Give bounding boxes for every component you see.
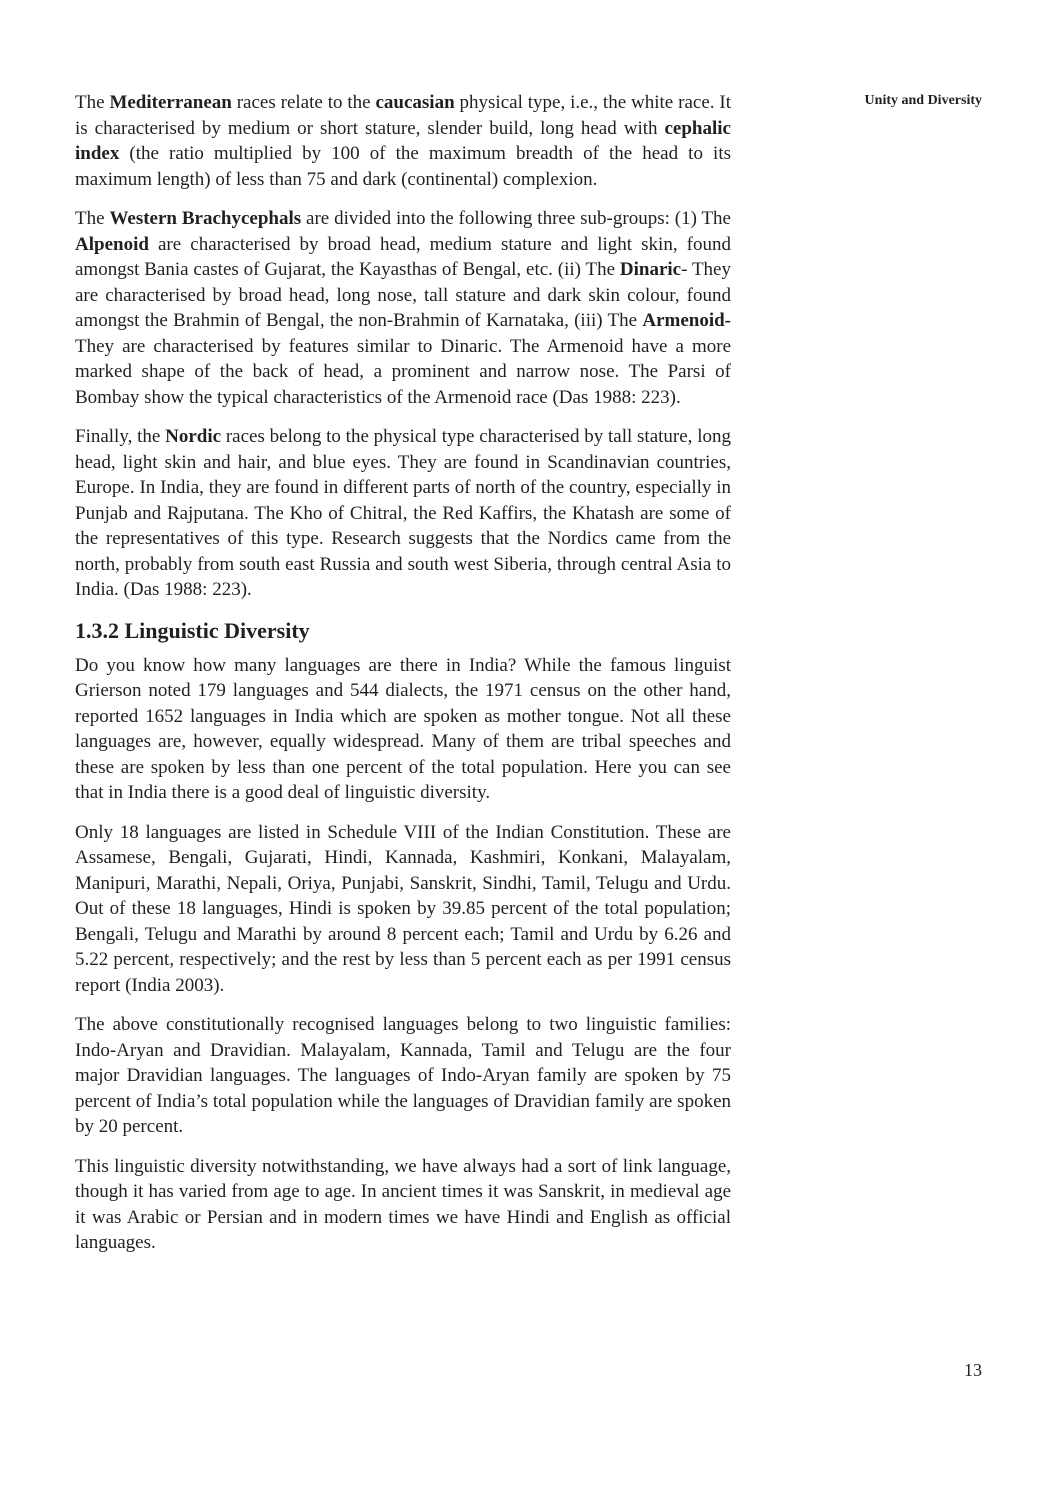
bold-term: Dinaric [619, 259, 682, 280]
running-header: Unity and Diversity [864, 93, 982, 108]
text-run: Do you know how many languages are there in India? While the famous linguist Grierson noted 179 languages and 544 dialects, the 1971 census on the other hand, reported 1652 languages in India which are spoken as mother tongue. Not all these languages are, however, equally widespread. Many of them are tribal speeches and these are spoken by less than one percent of the total population. Here you can see that in India there is a good deal of linguistic diversity. [75, 654, 731, 803]
text-run: races relate to the [231, 92, 376, 113]
text-run: The [75, 208, 110, 229]
text-run: Finally, the [75, 426, 166, 447]
text-run: (the ratio multiplied by 100 of the maximum breadth of the head to its maximum length) of less than 75 and dark (continental) complexion. [75, 143, 731, 190]
paragraph [75, 206, 731, 410]
paragraph [75, 653, 731, 806]
text-run: The [75, 92, 110, 113]
text-run: are characterised by broad head, medium stature and light skin, found amongst Bania castes of Gujarat, the Kayasthas of Bengal, etc. (ii) The [75, 233, 731, 280]
text-run: physical type, i.e., the white race. It is characterised by medium or short stature, slender build, long head with [75, 92, 731, 139]
bold-term: Nordic [165, 426, 222, 447]
paragraphs-before [75, 90, 731, 603]
text-run: are divided into the following three sub-groups: (1) The [301, 208, 731, 229]
text-run: Only 18 languages are listed in Schedule VIII of the Indian Constitution. These are Assamese, Bengali, Gujarati, Hindi, Kannada, Kashmiri, Konkani, Malayalam, Manipuri, Marathi, Nepali, Oriya, Punjabi, Sanskrit, Sindhi, Tamil, Telugu and Urdu. Out of these 18 languages, Hindi is spoken by 39.85 percent of the total population; Bengali, Telugu and Marathi by around 8 percent each; Tamil and Urdu by 6.26 and 5.22 percent, respectively; and the rest by less than 5 percent each as per 1991 census report (India 2003). [75, 821, 731, 996]
bold-term: Armenoid- [642, 310, 731, 331]
section-heading: 1.3.2 Linguistic Diversity [75, 617, 310, 643]
paragraph [75, 90, 731, 192]
text-run: races belong to the physical type characterised by tall stature, long head, light skin and hair, and blue eyes. They are found in Scandinavian countries, Europe. In India, they are found in different parts of north of the country, especially in Punjab and Rajputana. The Kho of Chitral, the Red Kaffirs, the Khatash are some of the representatives of this type. Research suggests that the Nordics came from the north, probably from south east Russia and south west Siberia, through central Asia to India. (Das 1988: 223). [75, 426, 731, 600]
paragraphs-after [75, 653, 731, 1256]
text-run: This linguistic diversity notwithstanding, we have always had a sort of link language, though it has varied from age to age. In ancient times it was Sanskrit, in medieval age it was Arabic or Persian and in modern times we have Hindi and English as official languages. [75, 1155, 731, 1253]
bold-term: Alpenoid [75, 233, 149, 255]
paragraph [75, 1154, 731, 1256]
text-column [75, 90, 731, 1270]
text-run: - They are characterised by broad head, long nose, tall stature and dark skin colour, found amongst the Brahmin of Bengal, the non-Brahmin of Karnataka, (iii) The [75, 259, 731, 331]
paragraph [75, 424, 731, 603]
bold-term: Western Brachycephals [109, 208, 302, 229]
paragraph [75, 1012, 731, 1140]
text-run: They are characterised by features similar to Dinaric. The Armenoid have a more marked shape of the back of head, a prominent and narrow nose. The Parsi of Bombay show the typical characteristics of the Armenoid race (Das 1988: 223). [75, 335, 731, 408]
bold-term: Mediterranean [109, 92, 232, 113]
paragraph [75, 820, 731, 999]
page-number: 13 [964, 1360, 982, 1380]
bold-term: caucasian [375, 92, 455, 113]
bold-term: cephalic index [75, 117, 731, 164]
text-run: The above constitutionally recognised languages belong to two linguistic families: Indo-Aryan and Dravidian. Malayalam, Kannada, Tamil and Telugu are the four major Dravidian languages. The languages of Indo-Aryan family are spoken by 75 percent of India’s total population while the languages of Dravidian family are spoken by 20 percent. [75, 1014, 731, 1137]
